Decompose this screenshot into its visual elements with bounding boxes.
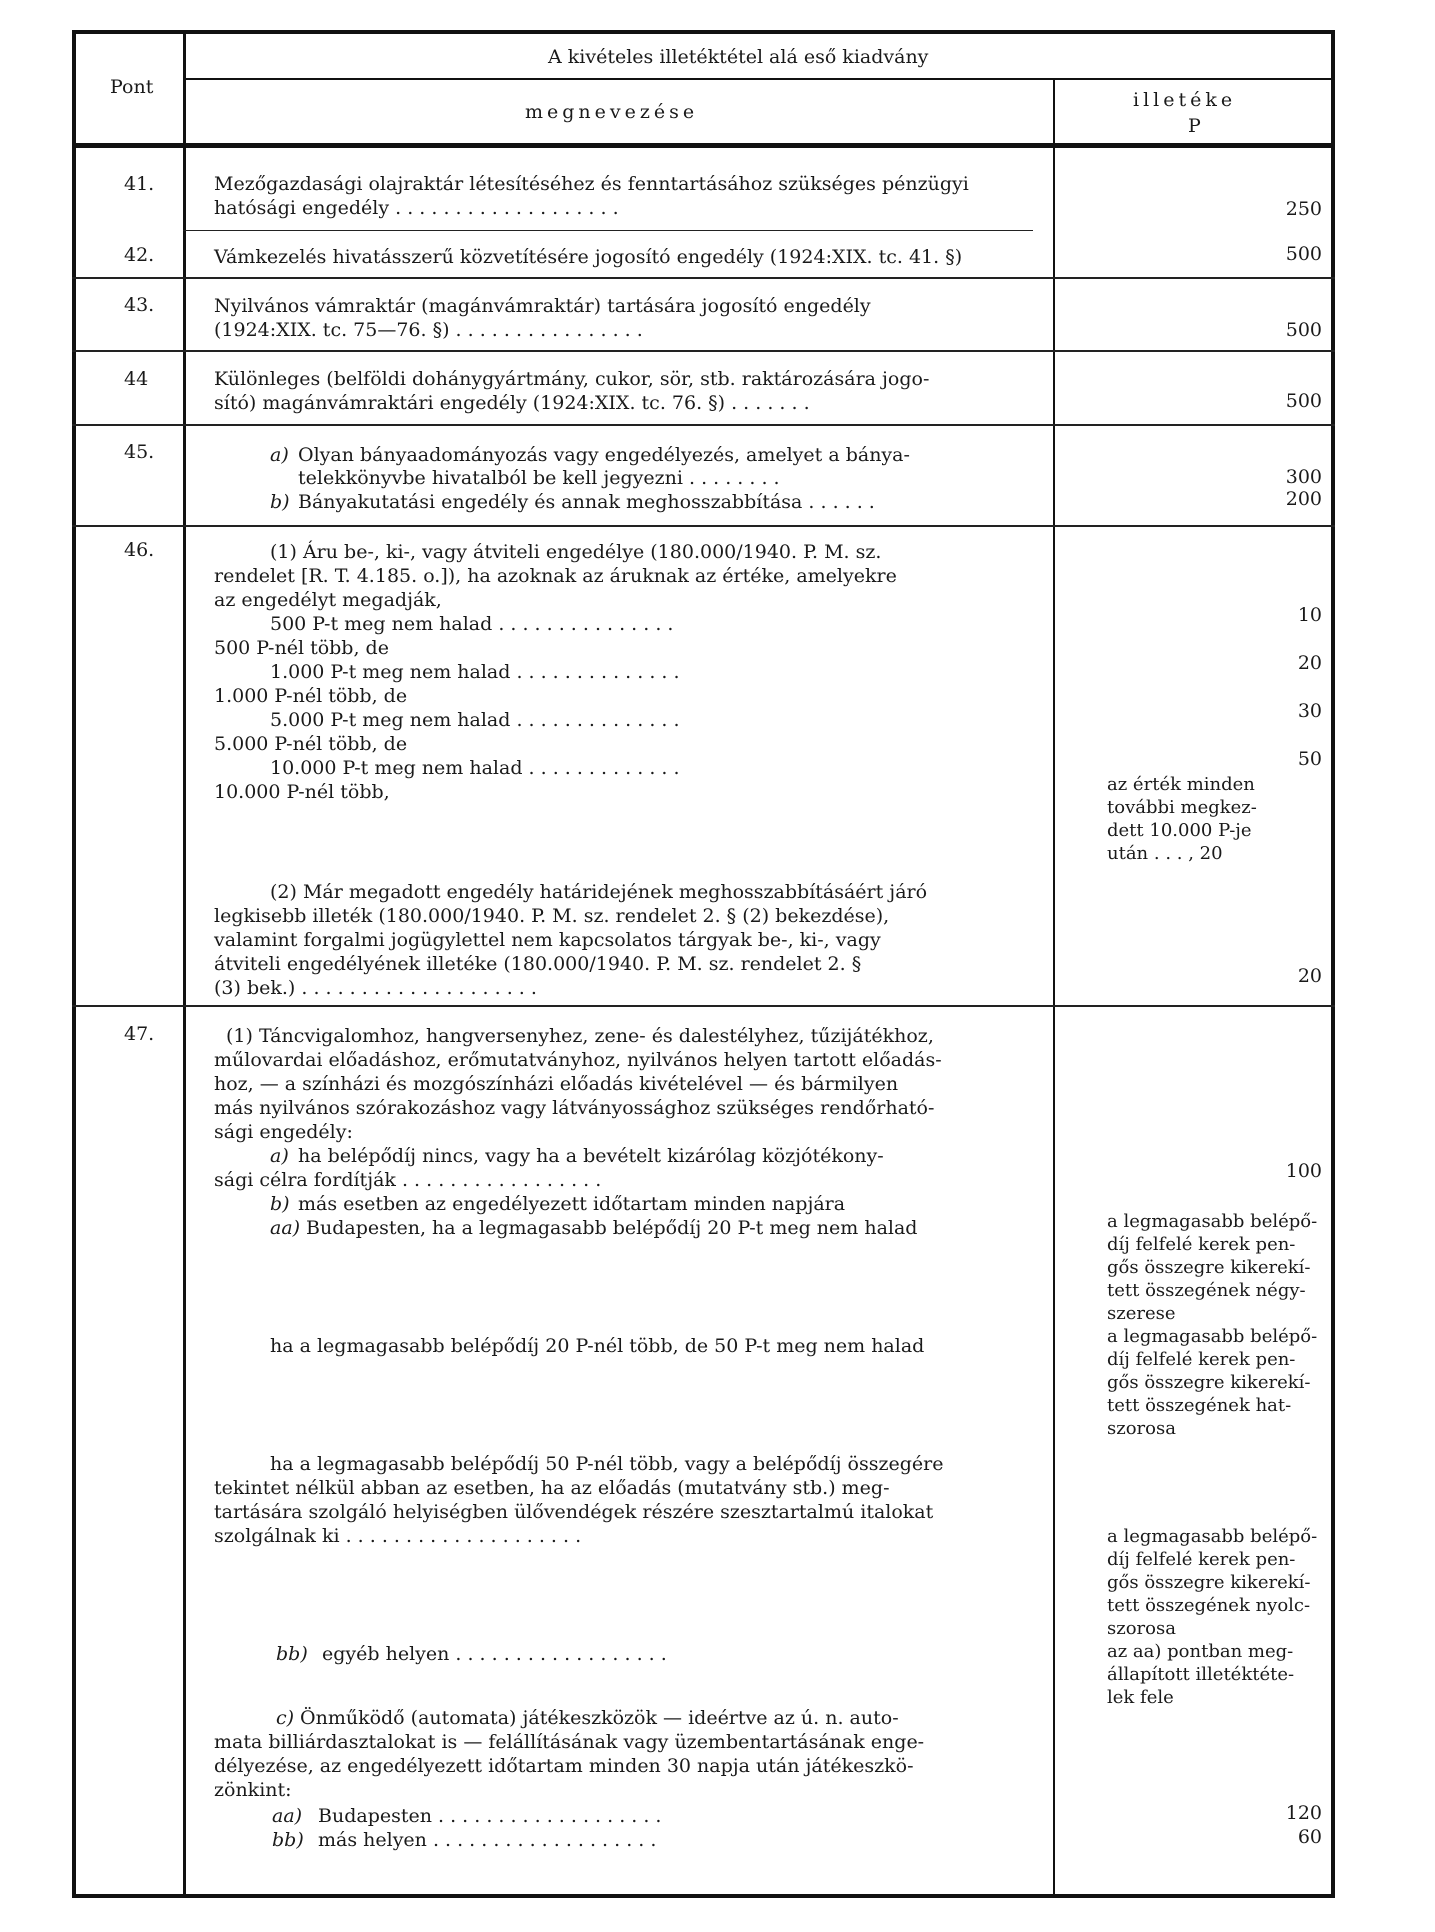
row-47-fee-bb-line-2: állapított illetéktéte- (1107, 1664, 1295, 1685)
row-47-c-line-4: zönkint: (214, 1779, 292, 1801)
row-46-step-5: 10.000 P-nél több, (214, 781, 390, 803)
row-41-fee: 250 (1285, 198, 1322, 220)
row-47-fee-aa3-line-4: tett összegének nyolc- (1107, 1595, 1311, 1616)
row-47-c-bb-line: más helyen . . . . . . . . . . . . . . . . . . . (318, 1829, 657, 1851)
row-46-step-2b: 1.000 P-t meg nem halad . . . . . . . . . . . . . . (270, 661, 680, 683)
header-rule-bottom (72, 143, 1335, 148)
row-47-fee-aa3-line-2: díj felfelé kerek pen- (1107, 1549, 1296, 1570)
row-47-c-aa-line: Budapesten . . . . . . . . . . . . . . . . . . . (318, 1805, 662, 1827)
row-47-fee-c-bb: 60 (1297, 1826, 1322, 1848)
row-47-aa-line-3d: szolgálnak ki . . . . . . . . . . . . . . . . . . . . (214, 1525, 582, 1547)
row-47-aa-line-3c: tartására szolgáló helyiségben ülővendégek részére szesztartalmú italokat (214, 1501, 934, 1523)
row-number-44: 44 (124, 368, 149, 390)
row-47-fee-aa1-line-1: a legmagasabb belépő- (1107, 1211, 1318, 1232)
row-number-43: 43. (124, 294, 155, 316)
row-46-step-1: 500 P-t meg nem halad . . . . . . . . . . . . . . . (270, 613, 674, 635)
row-47-fee-aa3-line-3: gős összegre kikerekí- (1107, 1572, 1311, 1593)
row-47-fee-aa1-line-2: díj felfelé kerek pen- (1107, 1234, 1296, 1255)
row-47-fee-aa2-line-1: a legmagasabb belépő- (1107, 1326, 1318, 1347)
row-46-fee-6: 20 (1297, 965, 1322, 987)
row-44-text-line-1: Különleges (belföldi dohánygyártmány, cukor, sör, stb. raktározására jogo- (214, 368, 930, 390)
row-42-text-line-1: Vámkezelés hivatásszerű közvetítésére jogosító engedély (1924:XIX. tc. 41. §) (214, 246, 963, 268)
row-46-step-4a: 5.000 P-nél több, de (214, 733, 408, 755)
row-rule-45 (72, 525, 1335, 527)
row-45-b-line-1: Bányakutatási engedély és annak meghosszabbítása . . . . . . (298, 491, 875, 513)
row-44-text-line-2: sító) magánvámraktári engedély (1924:XIX. tc. 76. §) . . . . . . . (214, 392, 810, 414)
row-47-aa-line-3a: ha a legmagasabb belépődíj 50 P-nél több, vagy a belépődíj összegére (270, 1453, 944, 1475)
header-pont: Pont (110, 76, 154, 98)
row-number-41: 41. (124, 173, 155, 195)
row-46-fee-5-line-4: után . . . , 20 (1107, 843, 1223, 864)
row-rule-41 (183, 230, 1033, 231)
row-46-fee-2: 20 (1297, 652, 1322, 674)
row-number-47: 47. (124, 1023, 155, 1045)
row-47-a-line-2: sági célra fordítják . . . . . . . . . . . . . . . . . (214, 1169, 602, 1191)
row-47-c-line-2: mata billiárdasztalokat is — felállításának vagy üzembentartásának enge- (214, 1731, 925, 1753)
row-rule-43 (72, 350, 1335, 352)
row-47-c-bb-mark: bb) (272, 1829, 304, 1851)
row-47-b-mark: b) (270, 1193, 290, 1215)
header-illeteke: illetéke (1133, 89, 1237, 111)
row-46-step-3a: 1.000 P-nél több, de (214, 685, 408, 707)
row-47-p1-line-4: más nyilvános szórakozáshoz vagy látványossághoz szükséges rendőrható- (214, 1097, 935, 1119)
row-46-fee-5-line-2: további megkez- (1107, 797, 1257, 818)
row-number-45: 45. (124, 441, 155, 463)
row-47-aa-line-3b: tekintet nélkül abban az esetben, ha az előadás (mutatvány stb.) meg- (214, 1477, 890, 1499)
row-47-aa-mark: aa) (270, 1217, 301, 1239)
row-45-fee-a: 300 (1285, 466, 1322, 488)
row-46-fee-5-line-3: dett 10.000 P-je (1107, 820, 1252, 841)
row-47-c-line-1: Önműködő (automata) játékeszközök — ideértve az ú. n. auto- (300, 1707, 899, 1729)
row-47-p1-line-3: hoz, — a színházi és mozgószínházi előadás kivételével — és bármilyen (214, 1073, 899, 1095)
row-42-fee: 500 (1285, 243, 1322, 265)
row-47-fee-aa3-line-5: szorosa (1107, 1618, 1176, 1639)
row-47-a-line-1: ha belépődíj nincs, vagy ha a bevételt kizárólag közjótékony- (298, 1145, 884, 1167)
row-47-fee-aa1-line-5: szerese (1107, 1303, 1176, 1324)
row-46-fee-4: 50 (1297, 748, 1322, 770)
row-47-bb-mark: bb) (276, 1643, 308, 1665)
row-46-p2-line-3: valamint forgalmi jogügylettel nem kapcsolatos tárgyak be-, ki-, vagy (214, 929, 881, 951)
row-46-p2-line-4: átviteli engedélyének illetéke (180.000/1940. P. M. sz. rendelet 2. § (214, 953, 862, 975)
header-rule-mid (183, 78, 1335, 80)
row-47-p1-line-5: sági engedély: (214, 1121, 353, 1143)
row-47-fee-aa1-line-4: tett összegének négy- (1107, 1280, 1306, 1301)
row-47-fee-aa2-line-4: tett összegének hat- (1107, 1395, 1292, 1416)
row-45-fee-b: 200 (1285, 488, 1322, 510)
row-rule-42 (72, 277, 1335, 279)
row-47-fee-aa2-line-5: szorosa (1107, 1418, 1176, 1439)
row-47-aa-line-1: Budapesten, ha a legmagasabb belépődíj 20 P-t meg nem halad (306, 1217, 918, 1239)
row-43-text-line-1: Nyilvános vámraktár (magánvámraktár) tartására jogosító engedély (214, 295, 871, 317)
row-46-step-4b: 10.000 P-t meg nem halad . . . . . . . . . . . . . (270, 757, 680, 779)
row-45-a-line-1: Olyan bányaadományozás vagy engedélyezés, amelyet a bánya- (298, 444, 910, 466)
row-number-46: 46. (124, 539, 155, 561)
row-rule-44 (72, 424, 1335, 426)
header-title: A kivételes illetéktétel alá eső kiadvány (548, 46, 929, 68)
row-47-c-mark: c) (276, 1707, 295, 1729)
row-number-42: 42. (124, 244, 155, 266)
row-46-fee-1: 10 (1297, 604, 1322, 626)
header-unit: P (1188, 115, 1201, 137)
row-41-text-line-1: Mezőgazdasági olajraktár létesítéséhez és fenntartásához szükséges pénzügyi (214, 173, 969, 195)
row-47-aa-line-2: ha a legmagasabb belépődíj 20 P-nél több, de 50 P-t meg nem halad (270, 1335, 925, 1357)
row-47-p1-line-2: műlovardai előadáshoz, erőmutatványhoz, nyilvános helyen tartott előadás- (214, 1049, 942, 1071)
row-47-fee-a: 100 (1285, 1160, 1322, 1182)
row-43-fee: 500 (1285, 319, 1322, 341)
row-47-p1-line-1: (1) Táncvigalomhoz, hangversenyhez, zene- és dalestélyhez, tűzijátékhoz, (226, 1025, 934, 1047)
row-46-step-2a: 500 P-nél több, de (214, 637, 389, 659)
row-46-p1-line-1: (1) Áru be-, ki-, vagy átviteli engedélye (180.000/1940. P. M. sz. (270, 541, 882, 563)
header-megnevezese: megnevezése (525, 101, 699, 123)
row-46-step-3b: 5.000 P-t meg nem halad . . . . . . . . . . . . . . (270, 709, 680, 731)
row-46-p2-line-5: (3) bek.) . . . . . . . . . . . . . . . . . . . . (214, 977, 537, 999)
row-47-b-line-1: más esetben az engedélyezett időtartam minden napjára (298, 1193, 846, 1215)
row-47-fee-aa2-line-3: gős összegre kikerekí- (1107, 1372, 1311, 1393)
row-45-b-mark: b) (270, 491, 290, 513)
row-46-fee-5-line-1: az érték minden (1107, 774, 1255, 795)
column-rule-pont (183, 30, 186, 1898)
row-41-text-line-2: hatósági engedély . . . . . . . . . . . . . . . . . . . (214, 197, 619, 219)
row-47-bb-line-1: egyéb helyen . . . . . . . . . . . . . . . . . . (322, 1643, 667, 1665)
row-46-p1-line-3: az engedélyt megadják, (214, 589, 442, 611)
row-47-fee-c-aa: 120 (1285, 1802, 1322, 1824)
row-47-fee-bb-line-3: lek fele (1107, 1687, 1174, 1708)
row-47-fee-aa3-line-1: a legmagasabb belépő- (1107, 1526, 1318, 1547)
row-47-a-mark: a) (270, 1145, 289, 1167)
row-47-fee-bb-line-1: az aa) pontban meg- (1107, 1641, 1294, 1662)
row-rule-46 (72, 1005, 1335, 1007)
row-43-text-line-2: (1924:XIX. tc. 75—76. §) . . . . . . . . . . . . . . . . (214, 319, 643, 341)
row-47-c-line-3: délyezése, az engedélyezett időtartam minden 30 napja után játékeszkö- (214, 1755, 914, 1777)
row-47-fee-aa1-line-3: gős összegre kikerekí- (1107, 1257, 1311, 1278)
row-46-p1-line-2: rendelet [R. T. 4.185. o.]), ha azoknak az áruknak az értéke, amelyekre (214, 565, 897, 587)
row-47-fee-aa2-line-2: díj felfelé kerek pen- (1107, 1349, 1296, 1370)
row-45-a-mark: a) (270, 444, 289, 466)
row-44-fee: 500 (1285, 390, 1322, 412)
row-45-a-line-2: telekkönyvbe hivatalból be kell jegyezni . . . . . . . . (298, 467, 780, 489)
row-46-p2-line-2: legkisebb illeték (180.000/1940. P. M. sz. rendelet 2. § (2) bekezdése), (214, 905, 890, 927)
row-47-c-aa-mark: aa) (272, 1805, 303, 1827)
row-46-fee-3: 30 (1297, 700, 1322, 722)
row-46-p2-line-1: (2) Már megadott engedély határidejének meghosszabbításáért járó (270, 881, 928, 903)
